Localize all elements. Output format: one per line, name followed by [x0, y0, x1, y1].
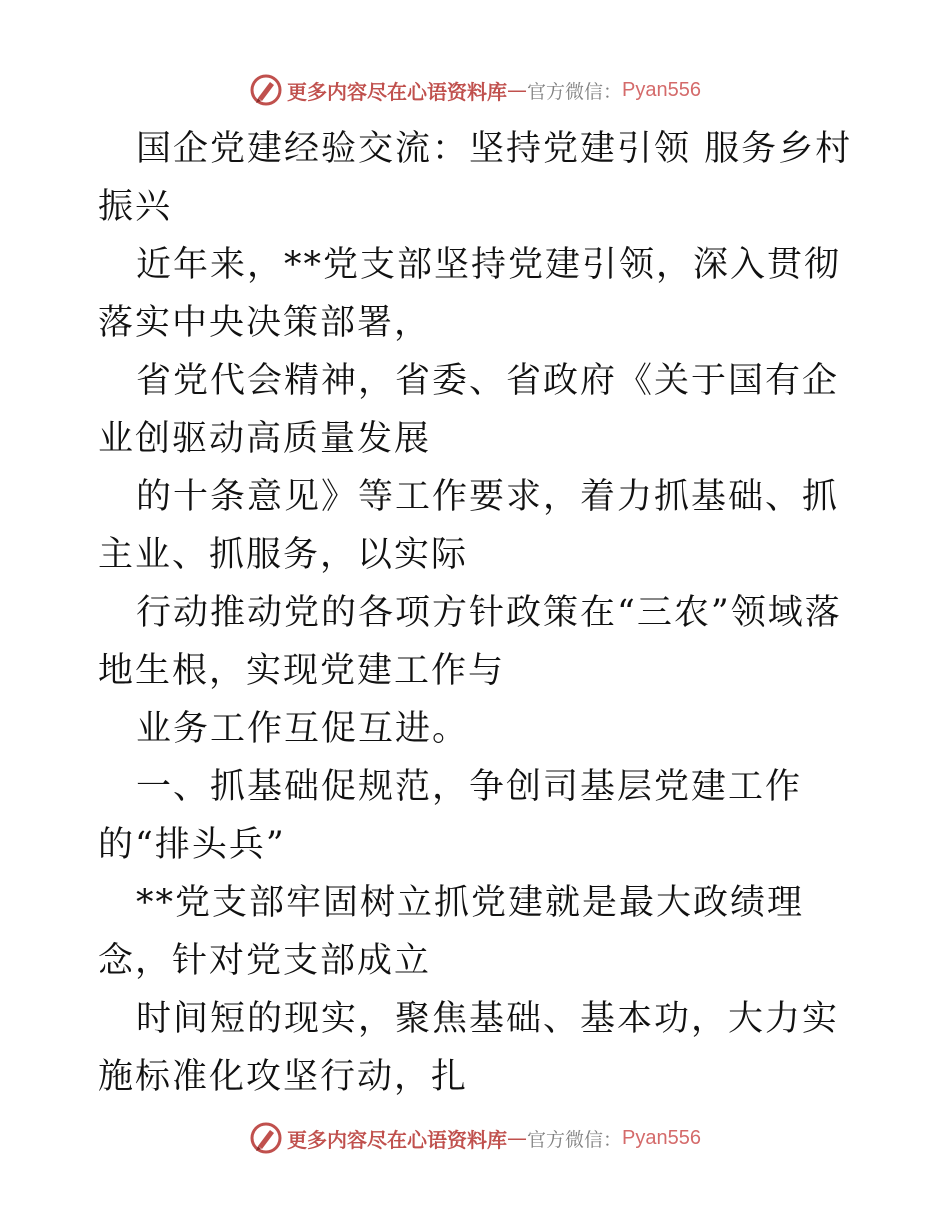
- paragraph: **党支部牢固树立抓党建就是最大政绩理念，针对党支部成立: [98, 883, 805, 981]
- section-heading: 一、抓基础促规范，争创司基层党建工作的“排头兵”: [98, 767, 803, 865]
- wechat-id: Pyan556: [622, 1126, 701, 1149]
- document-title: 国企党建经验交流：坚持党建引领 服务乡村振兴: [98, 129, 853, 227]
- wechat-label: 官方微信：: [527, 80, 623, 103]
- paragraph: 业务工作互促互进。: [136, 709, 470, 749]
- wechat-label: 官方微信：: [527, 1128, 623, 1151]
- paragraph: 近年来，**党支部坚持党建引领，深入贯彻落实中央决策部署，: [98, 245, 842, 343]
- paragraph: 省党代会精神，省委、省政府《关于国有企业创驱动高质量发展: [98, 361, 840, 459]
- pen-logo-icon: [249, 73, 283, 107]
- header-banner: [0, 70, 950, 110]
- footer-banner: [0, 1118, 950, 1158]
- separator-dash: —: [507, 1126, 527, 1150]
- pen-logo-icon: [249, 1121, 283, 1155]
- paragraph: 的十条意见》等工作要求，着力抓基础、抓主业、抓服务，以实际: [98, 477, 840, 575]
- document-body: [98, 120, 858, 1106]
- library-text: 更多内容尽在心语资料库: [287, 1127, 507, 1152]
- library-text: 更多内容尽在心语资料库: [287, 79, 507, 104]
- paragraph: 行动推动党的各项方针政策在“三农”领域落地生根，实现党建工作与: [98, 593, 842, 691]
- wechat-id: Pyan556: [622, 78, 701, 101]
- paragraph: 时间短的现实，聚焦基础、基本功，大力实施标准化攻坚行动，扎: [98, 999, 840, 1097]
- separator-dash: —: [507, 78, 527, 102]
